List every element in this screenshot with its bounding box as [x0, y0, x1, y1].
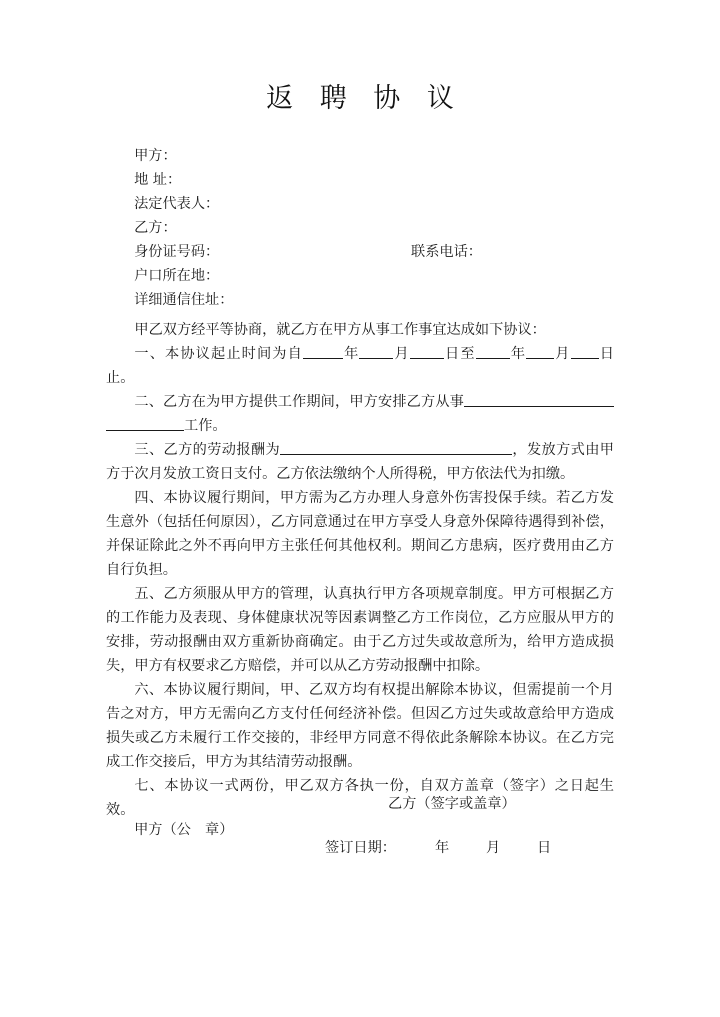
clause-1-paragraph [106, 342, 614, 390]
blank-start-month[interactable] [359, 345, 393, 359]
signature-block [107, 791, 627, 861]
clause-7-paragraph: 七、本协议一式两份，甲乙双方各执一份，自双方盖章（签字）之日起生效。 [106, 778, 614, 818]
field-label: 法定代表人： [134, 196, 220, 212]
field-label: 地 址： [134, 172, 182, 188]
signing-date-label: 签订日期： [325, 840, 396, 856]
field-household-registration [107, 240, 627, 284]
field-label: 详细通信住址： [134, 292, 234, 308]
field-party-b [107, 192, 627, 236]
blank-remuneration[interactable] [280, 441, 512, 455]
party-info-block [107, 120, 627, 308]
field-legal-representative [107, 168, 627, 212]
field-address [107, 144, 627, 188]
clause-1-prefix: 一、本协议起止时间为自 [134, 346, 303, 362]
blank-end-year[interactable] [476, 345, 510, 359]
preamble-paragraph: 甲乙双方经平等协商，就乙方在甲方从事工作事宜达成如下协议： [134, 322, 546, 338]
blank-end-month[interactable] [526, 345, 554, 359]
field-label: 户口所在地： [134, 268, 220, 284]
signature-party-b-label: 乙方（签字或盖章） [388, 796, 516, 812]
blank-end-day[interactable] [571, 345, 599, 359]
agreement-body [106, 318, 614, 822]
field-label: 乙方： [134, 220, 177, 236]
clause-1-month1: 月 [393, 346, 410, 362]
blank-start-year[interactable] [303, 345, 343, 359]
clause-2-suffix: 工作。 [184, 418, 227, 434]
field-label: 甲方： [134, 148, 177, 164]
field-label: 身份证号码： [134, 244, 220, 260]
blank-start-day[interactable] [410, 345, 444, 359]
clause-6-paragraph: 六、本协议履行期间，甲、乙双方均有权提出解除本协议，但需提前一个月告之对方，甲方无需向乙方支付任何经济补偿。但因乙方过失或故意给甲方造成损失或乙方未履行工作交接的，非经甲方同意不得依此条解除本协议。在乙方完成工作交接后，甲方为其结清劳动报酬。 [106, 682, 614, 770]
field-party-a [107, 120, 627, 164]
signing-date-month: 月 [486, 840, 501, 856]
clause-4-paragraph: 四、本协议履行期间，甲方需为乙方办理人身意外伤害投保手续。若乙方发生意外（包括任何原因），乙方同意通过在甲方享受人身意外保障待遇得到补偿，并保证除此之外不再向甲方主张任何其他权利。期间乙方患病，医疗费用由乙方自行负担。 [106, 490, 614, 578]
clause-5-paragraph: 五、乙方须服从甲方的管理，认真执行甲方各项规章制度。甲方可根据乙方的工作能力及表现、身体健康状况等因素调整乙方工作岗位，乙方应服从甲方的安排，劳动报酬由双方重新协商确定。由于乙方过失或故意所为，给甲方造成损失，甲方有权要求乙方赔偿，并可以从乙方劳动报酬中扣除。 [106, 586, 614, 674]
clause-2-prefix: 二、乙方在为甲方提供工作期间，甲方安排乙方从事 [134, 394, 464, 410]
clause-2-paragraph [106, 390, 614, 438]
clause-1-year1: 年 [342, 346, 360, 362]
clause-1-day2: 日止。 [106, 346, 614, 386]
signature-party-a-label: 甲方（公 章） [134, 822, 234, 838]
signing-date-year: 年 [435, 840, 450, 856]
clause-1-year2: 年 [509, 346, 527, 362]
clause-1-day1: 日至 [443, 346, 476, 362]
page-title: 返 聘 协 议 [266, 83, 463, 114]
signing-date-day: 日 [537, 840, 552, 856]
clause-3-prefix: 三、乙方的劳动报酬为 [134, 442, 281, 458]
blank-job-line2[interactable] [106, 417, 184, 431]
field-mailing-address [107, 264, 627, 308]
clause-3-paragraph [106, 438, 614, 486]
field-label-phone: 联系电话： [411, 244, 482, 260]
blank-job-line1[interactable] [464, 393, 614, 407]
clause-3-suffix: ，发放方式由甲方于次月发放工资日支付。乙方依法缴纳个人所得税，甲方依法代为扣缴。 [106, 442, 614, 482]
signature-row [107, 791, 627, 838]
clause-1-month2: 月 [554, 346, 571, 362]
signing-date-row [107, 835, 627, 861]
